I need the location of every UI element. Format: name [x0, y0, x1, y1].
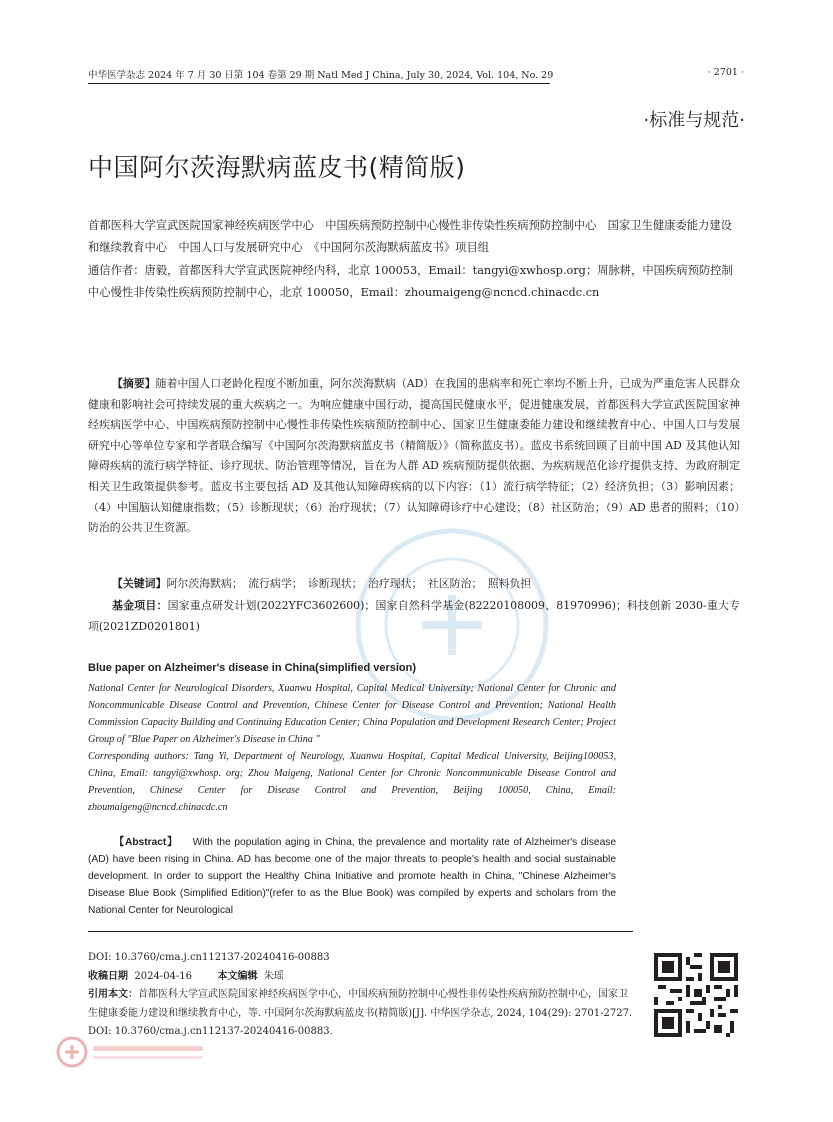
- cite-text: 首都医科大学宣武医院国家神经疾病医学中心，中国疾病预防控制中心慢性非传染性疾病预防控制中心，国家卫生健康委能力建设和继续教育中心，等. 中国阿尔茨海默病蓝皮书(精简版)[J]. 中华医学杂志, 2024, 104(29): 2701-2727. DOI: 10.3760/cma.j.cn112137-20240416-00883.: [88, 989, 633, 1037]
- english-title: Blue paper on Alzheimer's disease in China(simplified version): [88, 662, 417, 674]
- author-organizations: 首都医科大学宣武医院国家神经疾病医学中心 中国疾病预防控制中心慢性非传染性疾病预防控制中心 国家卫生健康委能力建设和继续教育中心 中国人口与发展研究中心 《中国阿尔茨海默病蓝皮书》项目组: [88, 219, 732, 255]
- header-rule: [88, 83, 550, 84]
- funding: [88, 596, 740, 637]
- funding-label: 基金项目：: [112, 599, 168, 612]
- english-abstract-label: 【Abstract】: [114, 837, 179, 848]
- dates-editor: [88, 968, 633, 987]
- qr-code[interactable]: [654, 953, 738, 1037]
- funding-text: 国家重点研发计划(2022YFC3602600)；国家自然科学基金(82220108009、81970996)；科技创新 2030-重大专项(2021ZD0201801): [88, 599, 740, 633]
- english-authors: National Center for Neurological Disorders, Xuanwu Hospital, Capital Medical University; National Center for Chronic and Noncommunicable Disease Control and Prevention, Chinese Center for Disease Control and Prevention; National Health Commission Capacity Building and Continuing Education Center; China Population and Development Research Center; Project Group of "Blue Paper on Alzheimer's Disease in China ": [88, 683, 616, 745]
- column-title: ·标准与规范·: [643, 110, 745, 131]
- author-block: [88, 215, 733, 305]
- keywords-label: 【关键词】: [112, 577, 167, 590]
- article-footer: [88, 949, 633, 1042]
- footer-rule: [88, 931, 633, 932]
- journal-citation: 中华医学杂志 2024 年 7 月 30 日第 104 卷第 29 期 Natl Med J China, July 30, 2024, Vol. 104, No. 29: [88, 70, 554, 81]
- english-corresponding: Corresponding authors: Tang Yi, Department of Neurology, Xuanwu Hospital, Capital Medical University, Beijing100053, China, Email: tangyi@xwhosp. org; Zhou Maigeng, National Center for Chronic Noncommunicable Disease Control and Prevention, Chinese Center for Disease Control and Prevention, Beijing 100050, China, Email: zhoumaigeng@ncncd.chinacdc.cn: [88, 751, 616, 813]
- keywords-text: 阿尔茨海默病； 流行病学； 诊断现状； 治疗现状； 社区防治； 照料负担: [166, 577, 532, 590]
- editor-name: 朱瑶: [263, 970, 284, 982]
- english-abstract: [88, 834, 616, 919]
- received-date: 2024-04-16: [134, 970, 193, 982]
- received-label: 收稿日期: [88, 970, 128, 982]
- abstract-text: 随着中国人口老龄化程度不断加重，阿尔茨海默病（AD）在我国的患病率和死亡率均不断上升，已成为严重危害人民群众健康和影响社会可持续发展的重大疾病之一。为响应健康中国行动，提高国民健康水平，促进健康发展，首都医科大学宣武医院国家神经疾病医学中心、中国疾病预防控制中心慢性非传染性疾病预防控制中心、国家卫生健康委能力建设和继续教育中心、中国人口与发展研究中心等单位专家和学者联合编写《中国阿尔茨海默病蓝皮书（精简版）》（简称蓝皮书）。蓝皮书系统回顾了目前中国 AD 及其他认知障碍疾病的流行病学特征、诊疗现状、防治管理等情况，旨在为人群 AD 疾病预防提供依据、为疾病规范化诊疗提供支持、为政府制定相关卫生政策提供参考。蓝皮书主要包括 AD 及其他认知障碍疾病的以下内容：（1）流行病学特征；（2）经济负担；（3）影响因素；（4）中国脑认知健康指数；（5）诊断现状；（6）治疗现状；（7）认知障碍诊疗中心建设；（8）社区防治；（9）AD 患者的照料；（10）防治的公共卫生资源。: [88, 377, 740, 535]
- english-author-block: [88, 680, 616, 816]
- cite-label: 引用本文：: [88, 989, 138, 1000]
- publisher-logo: [55, 1035, 255, 1069]
- corresponding-authors: 通信作者：唐毅，首都医科大学宣武医院神经内科，北京 100053，Email：tangyi@xwhosp.org；周脉耕，中国疾病预防控制中心慢性非传染性疾病预防控制中心，北京 100050，Email：zhoumaigeng@ncncd.chinacdc.cn: [88, 263, 733, 300]
- page-number: · 2701 ·: [707, 67, 744, 78]
- editor-label: 本文编辑: [217, 970, 258, 982]
- english-abstract-text: With the population aging in China, the prevalence and mortality rate of Alzheimer's disease (AD) have been rising in China. AD has become one of the major threats to people's health and social sustainable development. In order to support the Healthy China Initiative and promote health in China, "Chinese Alzheimer's Disease Blue Book (Simplified Edition)"(refer to as the Blue Book) was compiled by experts and scholars from the National Center for Neurological: [88, 837, 616, 916]
- abstract-chinese: [88, 374, 740, 539]
- doi[interactable]: DOI: 10.3760/cma.j.cn112137-20240416-00883: [88, 952, 330, 963]
- citation: [88, 986, 633, 1042]
- keywords: [88, 574, 740, 595]
- abstract-label: 【摘要】: [112, 377, 156, 390]
- article-title: 中国阿尔茨海默病蓝皮书(精简版): [88, 153, 466, 182]
